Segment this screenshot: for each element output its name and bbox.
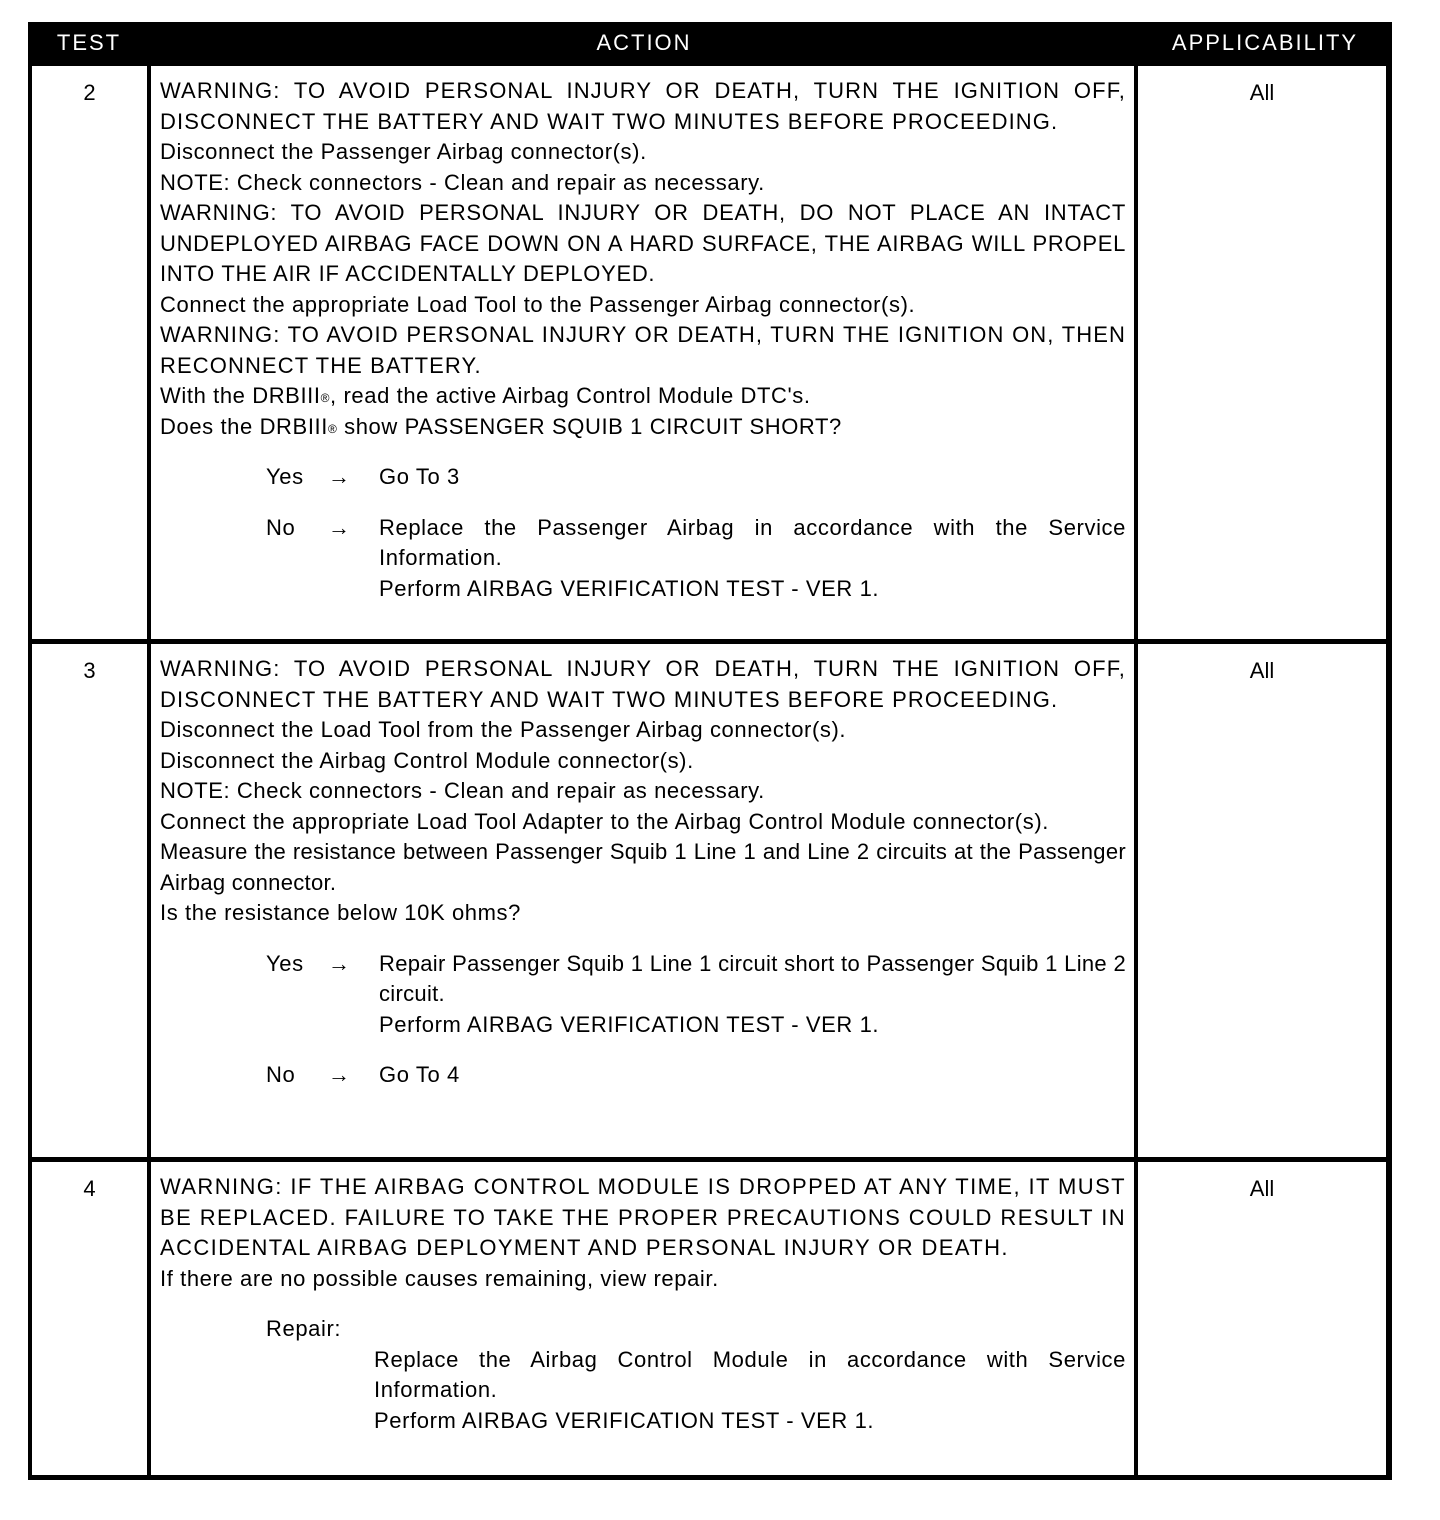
table-header [28,22,1392,63]
action-cell [151,644,1134,1157]
yes-result-step: Perform AIRBAG VERIFICATION TEST - VER 1. [379,1011,880,1037]
instruction-text: Measure the resistance between Passenger Squib 1 Line 1 and Line 2 circuits at the Passenger Airbag connector. [160,839,1126,895]
test-number: 3 [32,644,147,1157]
action-cell [151,1162,1134,1475]
warning-text: WARNING: TO AVOID PERSONAL INJURY OR DEATH, TURN THE IGNITION OFF, DISCONNECT THE BATTERY AND WAIT TWO MINUTES BEFORE PROCEEDING. [160,78,1126,134]
applicability-cell: All [1138,66,1386,639]
yes-label: Yes [266,950,304,976]
question-text: Does the DRBIII® show PASSENGER SQUIB 1 CIRCUIT SHORT? [160,413,842,439]
repair-step: Perform AIRBAG VERIFICATION TEST - VER 1. [374,1407,875,1433]
no-result-step: Perform AIRBAG VERIFICATION TEST - VER 1. [379,575,880,601]
diagnostic-table [28,22,1392,1480]
yes-branch [160,949,1126,1041]
no-branch [160,513,1126,605]
yes-branch [160,462,1126,493]
warning-text: WARNING: TO AVOID PERSONAL INJURY OR DEATH, TURN THE IGNITION ON, THEN RECONNECT THE BATTERY. [160,322,1126,378]
no-label: No [266,1062,296,1087]
instruction-text: Disconnect the Airbag Control Module connector(s). [160,747,694,773]
instruction-text: Connect the appropriate Load Tool to the Passenger Airbag connector(s). [160,291,916,317]
note-text: NOTE: Check connectors - Clean and repair as necessary. [160,778,765,803]
action-cell [151,66,1134,639]
warning-text: WARNING: IF THE AIRBAG CONTROL MODULE IS DROPPED AT ANY TIME, IT MUST BE REPLACED. FAILURE TO TAKE THE PROPER PRECAUTIONS COULD RESULT IN ACCIDENTAL AIRBAG DEPLOYMENT AND PERSONAL INJURY OR DEATH. [160,1174,1126,1260]
question-text: Is the resistance below 10K ohms? [160,900,521,925]
applicability-cell: All [1138,1162,1386,1475]
repair-label: Repair: [266,1316,342,1341]
note-text: NOTE: Check connectors - Clean and repair as necessary. [160,169,765,195]
arrow-icon: → [328,464,351,489]
instruction-text: Connect the appropriate Load Tool Adapter to the Airbag Control Module connector(s). [160,808,1049,834]
header-action: ACTION [596,30,692,55]
instruction-text: With the DRBIII®, read the active Airbag Control Module DTC's. [160,383,811,408]
no-label: No [266,514,296,540]
yes-result: Repair Passenger Squib 1 Line 1 circuit short to Passenger Squib 1 Line 2 circuit. [379,950,1126,1006]
instruction-text: Disconnect the Load Tool from the Passenger Airbag connector(s). [160,717,847,742]
yes-result: Go To 3 [379,464,460,489]
warning-text: WARNING: TO AVOID PERSONAL INJURY OR DEATH, DO NOT PLACE AN INTACT UNDEPLOYED AIRBAG FACE DOWN ON A HARD SURFACE, THE AIRBAG WILL PROPEL INTO THE AIR IF ACCIDENTALLY DEPLOYED. [160,200,1126,286]
header-applicability: APPLICABILITY [1171,30,1359,55]
arrow-icon: → [328,514,351,540]
no-result: Replace the Passenger Airbag in accordance with the Service Information. [379,514,1126,570]
instruction-text: If there are no possible causes remaining, view repair. [160,1265,719,1291]
no-branch [160,1060,1126,1091]
test-number: 4 [32,1162,147,1475]
no-result: Go To 4 [379,1062,460,1087]
applicability-cell: All [1138,644,1386,1157]
repair-text: Replace the Airbag Control Module in accordance with Service Information. [374,1346,1126,1402]
warning-text: WARNING: TO AVOID PERSONAL INJURY OR DEATH, TURN THE IGNITION OFF, DISCONNECT THE BATTERY AND WAIT TWO MINUTES BEFORE PROCEEDING. [160,656,1126,712]
yes-label: Yes [266,464,304,489]
header-test: TEST [56,30,122,55]
registered-mark: ® [327,421,338,436]
instruction-text: Disconnect the Passenger Airbag connector(s). [160,139,647,164]
arrow-icon: → [328,950,351,976]
repair-section [160,1314,1126,1436]
registered-mark: ® [320,391,331,405]
test-number: 2 [32,66,147,639]
arrow-icon: → [328,1062,351,1087]
